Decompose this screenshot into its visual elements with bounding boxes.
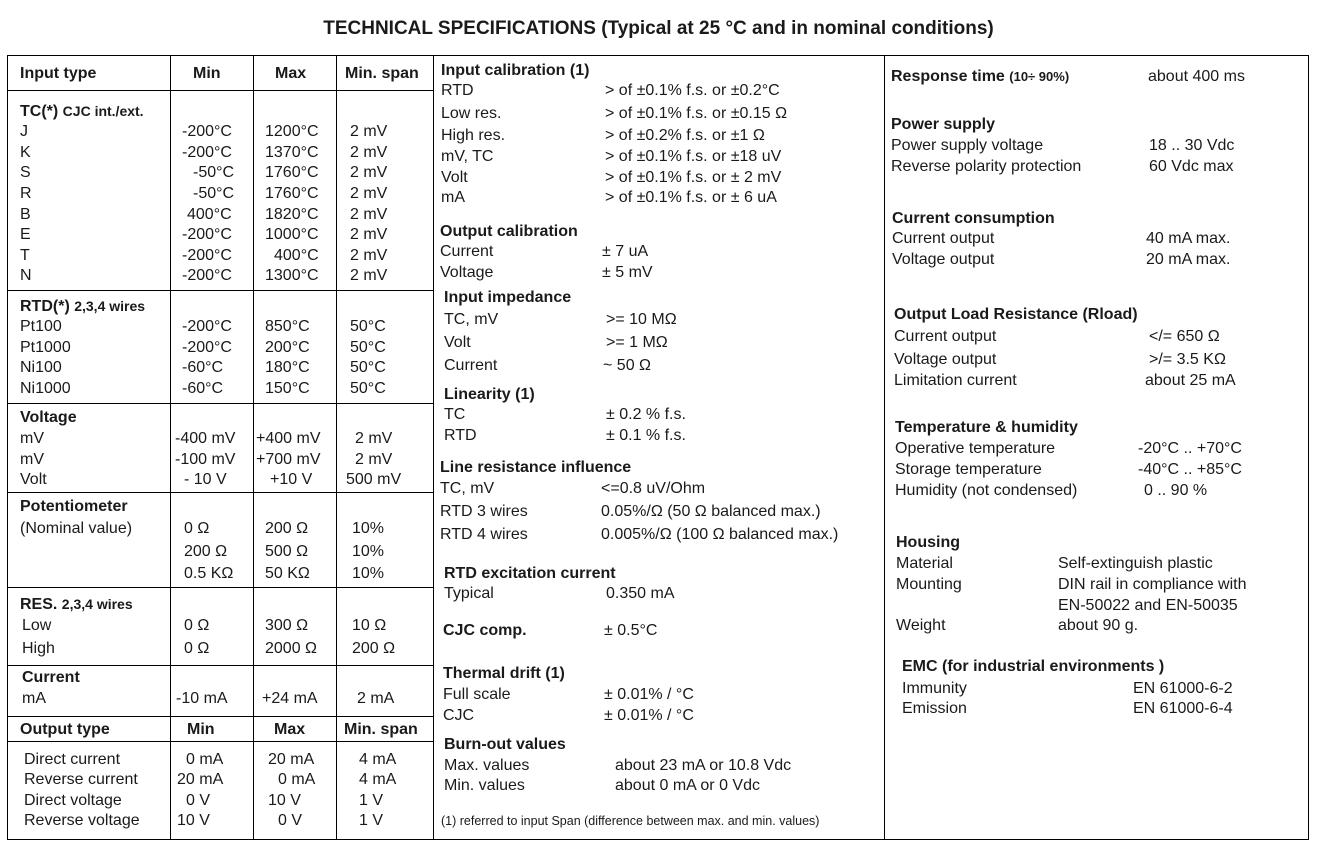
voltage-row-name: mV	[20, 451, 44, 468]
impedance-key: TC, mV	[444, 311, 499, 328]
tc-row-max: 1760°C	[265, 185, 319, 202]
impedance-value: >= 10 MΩ	[606, 311, 677, 328]
voltage-row-span: 2 mV	[355, 430, 393, 447]
tc-row-min: -200°C	[182, 123, 232, 140]
impedance-key: Volt	[444, 334, 471, 351]
voltage-row-span: 500 mV	[346, 471, 402, 488]
rtd-row-min: -200°C	[182, 318, 232, 335]
grid-hline	[7, 492, 433, 493]
page-title: TECHNICAL SPECIFICATIONS (Typical at 25 °C and in nominal conditions)	[323, 18, 994, 39]
thermal-key: CJC	[443, 707, 475, 724]
input-cal-key: RTD	[441, 82, 474, 99]
res-row-span: 10 Ω	[352, 617, 387, 634]
voltage-row-name: Volt	[20, 471, 47, 488]
rtd-row-span: 50°C	[350, 318, 386, 335]
consumption-key: Current output	[892, 230, 995, 247]
voltage-row-min: - 10 V	[184, 471, 227, 488]
column-divider-2	[884, 55, 885, 840]
input-cal-value: > of ±0.1% f.s. or ± 6 uA	[605, 189, 777, 206]
tc-row-name: R	[20, 185, 32, 202]
line-res-heading: Line resistance influence	[440, 459, 632, 476]
linearity-heading: Linearity (1)	[444, 386, 535, 403]
temp-value: 0 .. 90 %	[1144, 482, 1208, 499]
thermal-value: ± 0.01% / °C	[604, 707, 694, 724]
output-row-name: Direct voltage	[24, 792, 122, 809]
pot-sub: (Nominal value)	[20, 520, 133, 537]
tc-heading-label: TC(*)	[20, 103, 59, 120]
line-res-key: RTD 3 wires	[440, 503, 528, 520]
input-cal-key: High res.	[441, 127, 506, 144]
housing-mounting-value-2: EN-50022 and EN-50035	[1058, 597, 1238, 614]
power-value: 18 .. 30 Vdc	[1149, 137, 1235, 154]
output-row-min: 0 mA	[186, 751, 224, 768]
output-row-span: 1 V	[359, 812, 384, 829]
temp-value: -20°C .. +70°C	[1138, 440, 1242, 457]
tc-row-max: 1000°C	[265, 226, 319, 243]
voltage-heading: Voltage	[20, 409, 77, 426]
tc-row-span: 2 mV	[350, 267, 388, 284]
temp-key: Storage temperature	[895, 461, 1042, 478]
output-row-min: 20 mA	[177, 771, 224, 788]
power-heading: Power supply	[891, 116, 996, 133]
line-res-key: RTD 4 wires	[440, 526, 528, 543]
current-row-span: 2 mA	[357, 690, 395, 707]
rtd-heading	[20, 296, 145, 318]
pot-row-max: 500 Ω	[265, 543, 309, 560]
grid-hline	[7, 403, 433, 404]
impedance-heading: Input impedance	[444, 289, 572, 306]
load-value: </= 650 Ω	[1149, 328, 1220, 345]
tc-row-min: -200°C	[182, 144, 232, 161]
burnout-value: about 23 mA or 10.8 Vdc	[615, 757, 792, 774]
load-key: Limitation current	[894, 372, 1017, 389]
emc-key: Emission	[902, 700, 967, 717]
input-cal-value: > of ±0.1% f.s. or ±0.2°C	[605, 82, 780, 99]
housing-material-value: Self-extinguish plastic	[1058, 555, 1213, 572]
grid-vline	[336, 55, 337, 840]
grid-hline	[7, 290, 433, 291]
output-row-name: Reverse current	[24, 771, 138, 788]
res-row-min: 0 Ω	[184, 617, 210, 634]
voltage-row-max: +10 V	[270, 471, 313, 488]
res-heading	[20, 594, 133, 616]
current-row-name: mA	[22, 690, 46, 707]
housing-weight-value: about 90 g.	[1058, 617, 1139, 634]
output-row-min: 10 V	[177, 812, 210, 829]
rtd-row-min: -200°C	[182, 339, 232, 356]
rtd-row-max: 850°C	[265, 318, 310, 335]
tc-row-name: E	[20, 226, 31, 243]
rtd-row-name: Pt100	[20, 318, 62, 335]
housing-heading: Housing	[896, 534, 960, 551]
output-row-max: 0 V	[278, 812, 303, 829]
grid-hline	[7, 587, 433, 588]
temp-value: -40°C .. +85°C	[1138, 461, 1242, 478]
input-cal-key: Low res.	[441, 105, 502, 122]
linearity-key: RTD	[444, 427, 477, 444]
tc-heading	[20, 101, 144, 123]
res-row-min: 0 Ω	[184, 640, 210, 657]
res-row-max: 2000 Ω	[265, 640, 317, 657]
output-header-type: Output type	[20, 721, 110, 738]
tc-heading-sub: CJC int./ext.	[62, 103, 144, 119]
housing-mounting-value-1: DIN rail in compliance with	[1058, 576, 1247, 593]
power-key: Power supply voltage	[891, 137, 1044, 154]
response-heading-sub: (10÷ 90%)	[1009, 69, 1070, 84]
col-header-min-span: Min. span	[345, 65, 419, 82]
thermal-heading: Thermal drift (1)	[443, 665, 565, 682]
line-res-value: 0.005%/Ω (100 Ω balanced max.)	[601, 526, 839, 543]
grid-vline	[253, 55, 254, 840]
rtd-row-span: 50°C	[350, 359, 386, 376]
tc-row-min: -50°C	[193, 185, 235, 202]
emc-key: Immunity	[902, 680, 967, 697]
footnote: (1) referred to input Span (difference between max. and min. values)	[441, 814, 820, 828]
input-cal-key: mA	[441, 189, 465, 206]
current-heading: Current	[22, 669, 80, 686]
input-cal-key: mV, TC	[441, 148, 494, 165]
rtd-row-max: 180°C	[265, 359, 310, 376]
tc-row-min: -50°C	[193, 164, 235, 181]
tc-row-name: T	[20, 247, 30, 264]
output-row-max: 0 mA	[278, 771, 316, 788]
tc-row-span: 2 mV	[350, 144, 388, 161]
rtd-row-min: -60°C	[182, 380, 224, 397]
grid-vline	[170, 55, 171, 840]
line-res-key: TC, mV	[440, 480, 495, 497]
tc-row-max: 1300°C	[265, 267, 319, 284]
temp-heading: Temperature & humidity	[895, 419, 1078, 436]
output-row-min: 0 V	[186, 792, 211, 809]
tc-row-name: S	[20, 164, 31, 181]
load-value: about 25 mA	[1145, 372, 1236, 389]
rtd-heading-label: RTD(*)	[20, 298, 70, 315]
pot-row-min: 0.5 KΩ	[184, 565, 234, 582]
tc-row-min: -200°C	[182, 267, 232, 284]
temp-key: Humidity (not condensed)	[895, 482, 1078, 499]
output-row-max: 10 V	[268, 792, 301, 809]
tc-row-span: 2 mV	[350, 206, 388, 223]
linearity-value: ± 0.1 % f.s.	[606, 427, 686, 444]
tc-row-max: 1370°C	[265, 144, 319, 161]
burnout-value: about 0 mA or 0 Vdc	[615, 777, 760, 794]
rtd-exc-value: 0.350 mA	[606, 585, 675, 602]
burnout-key: Max. values	[444, 757, 530, 774]
res-row-name: High	[22, 640, 55, 657]
tc-row-max: 400°C	[274, 247, 319, 264]
impedance-key: Current	[444, 357, 498, 374]
output-cal-value: ± 5 mV	[602, 264, 653, 281]
rtd-row-span: 50°C	[350, 380, 386, 397]
tc-row-span: 2 mV	[350, 185, 388, 202]
load-value: >/= 3.5 KΩ	[1149, 351, 1226, 368]
tc-row-max: 1820°C	[265, 206, 319, 223]
pot-row-span: 10%	[352, 520, 385, 537]
burnout-heading: Burn-out values	[444, 736, 566, 753]
tc-row-name: K	[20, 144, 31, 161]
pot-row-max: 50 KΩ	[265, 565, 310, 582]
rtd-row-name: Pt1000	[20, 339, 71, 356]
output-row-name: Direct current	[24, 751, 121, 768]
tc-row-name: B	[20, 206, 31, 223]
pot-row-min: 200 Ω	[184, 543, 228, 560]
emc-value: EN 61000-6-2	[1133, 680, 1233, 697]
current-row-max: +24 mA	[262, 690, 318, 707]
grid-hline	[7, 716, 433, 717]
pot-heading: Potentiometer	[20, 498, 128, 515]
linearity-key: TC	[444, 406, 466, 423]
output-header-min-span: Min. span	[344, 721, 418, 738]
grid-hline	[7, 741, 433, 742]
output-cal-key: Voltage	[440, 264, 494, 281]
consumption-value: 20 mA max.	[1146, 251, 1231, 268]
tc-row-span: 2 mV	[350, 164, 388, 181]
housing-mounting-key: Mounting	[896, 576, 962, 593]
voltage-row-span: 2 mV	[355, 451, 393, 468]
output-row-span: 4 mA	[359, 751, 397, 768]
impedance-value: >= 1 MΩ	[606, 334, 668, 351]
output-row-span: 1 V	[359, 792, 384, 809]
rtd-row-max: 200°C	[265, 339, 310, 356]
power-value: 60 Vdc max	[1149, 158, 1234, 175]
output-cal-heading: Output calibration	[440, 223, 578, 240]
thermal-key: Full scale	[443, 686, 511, 703]
power-key: Reverse polarity protection	[891, 158, 1082, 175]
pot-row-min: 0 Ω	[184, 520, 210, 537]
input-cal-value: > of ±0.1% f.s. or ± 2 mV	[605, 169, 782, 186]
res-heading-label: RES.	[20, 596, 58, 613]
consumption-heading: Current consumption	[892, 210, 1055, 227]
tc-row-span: 2 mV	[350, 226, 388, 243]
response-value: about 400 ms	[1148, 68, 1245, 85]
rtd-row-min: -60°C	[182, 359, 224, 376]
grid-hline	[7, 90, 433, 91]
output-cal-key: Current	[440, 243, 494, 260]
voltage-row-max: +700 mV	[256, 451, 321, 468]
output-header-max: Max	[274, 721, 306, 738]
rtd-row-name: Ni100	[20, 359, 62, 376]
grid-hline	[7, 665, 433, 666]
impedance-value: ~ 50 Ω	[603, 357, 651, 374]
temp-key: Operative temperature	[895, 440, 1056, 457]
col-header-input-type: Input type	[20, 65, 97, 82]
line-res-value: 0.05%/Ω (50 Ω balanced max.)	[601, 503, 821, 520]
pot-row-span: 10%	[352, 565, 385, 582]
tc-row-min: 400°C	[187, 206, 232, 223]
output-header-min: Min	[187, 721, 215, 738]
voltage-row-min: -400 mV	[175, 430, 236, 447]
tc-row-span: 2 mV	[350, 123, 388, 140]
input-cal-value: > of ±0.1% f.s. or ±18 uV	[605, 148, 782, 165]
cjc-key: CJC comp.	[443, 622, 527, 639]
res-row-name: Low	[22, 617, 52, 634]
rtd-row-name: Ni1000	[20, 380, 71, 397]
response-heading-label: Response time	[891, 68, 1005, 85]
tc-row-max: 1200°C	[265, 123, 319, 140]
housing-material-key: Material	[896, 555, 953, 572]
emc-heading: EMC (for industrial environments )	[902, 658, 1165, 675]
current-row-min: -10 mA	[176, 690, 228, 707]
output-cal-value: ± 7 uA	[602, 243, 649, 260]
tc-row-span: 2 mV	[350, 247, 388, 264]
rtd-row-max: 150°C	[265, 380, 310, 397]
thermal-value: ± 0.01% / °C	[604, 686, 694, 703]
output-row-span: 4 mA	[359, 771, 397, 788]
consumption-key: Voltage output	[892, 251, 995, 268]
res-row-span: 200 Ω	[352, 640, 396, 657]
voltage-row-min: -100 mV	[175, 451, 236, 468]
res-heading-sub: 2,3,4 wires	[61, 596, 133, 612]
response-heading	[891, 67, 1069, 88]
voltage-row-max: +400 mV	[256, 430, 321, 447]
emc-value: EN 61000-6-4	[1133, 700, 1233, 717]
load-key: Voltage output	[894, 351, 997, 368]
line-res-value: <=0.8 uV/Ohm	[601, 480, 706, 497]
col-header-max: Max	[275, 65, 307, 82]
load-key: Current output	[894, 328, 997, 345]
res-row-max: 300 Ω	[265, 617, 309, 634]
tc-row-min: -200°C	[182, 247, 232, 264]
rtd-exc-key: Typical	[444, 585, 494, 602]
input-cal-heading: Input calibration (1)	[441, 62, 590, 79]
rtd-exc-heading: RTD excitation current	[444, 565, 616, 582]
rtd-heading-sub: 2,3,4 wires	[74, 298, 146, 314]
tc-row-max: 1760°C	[265, 164, 319, 181]
rtd-row-span: 50°C	[350, 339, 386, 356]
output-row-max: 20 mA	[268, 751, 315, 768]
voltage-row-name: mV	[20, 430, 44, 447]
pot-row-span: 10%	[352, 543, 385, 560]
output-row-name: Reverse voltage	[24, 812, 140, 829]
input-cal-value: > of ±0.2% f.s. or ±1 Ω	[605, 127, 765, 144]
linearity-value: ± 0.2 % f.s.	[606, 406, 686, 423]
column-divider-1	[433, 55, 434, 840]
burnout-key: Min. values	[444, 777, 525, 794]
input-cal-value: > of ±0.1% f.s. or ±0.15 Ω	[605, 105, 788, 122]
pot-row-max: 200 Ω	[265, 520, 309, 537]
load-heading: Output Load Resistance (Rload)	[894, 306, 1138, 323]
tc-row-name: N	[20, 267, 32, 284]
cjc-value: ± 0.5°C	[604, 622, 658, 639]
housing-weight-key: Weight	[896, 617, 946, 634]
tc-row-name: J	[20, 123, 28, 140]
consumption-value: 40 mA max.	[1146, 230, 1231, 247]
col-header-min: Min	[193, 65, 221, 82]
input-cal-key: Volt	[441, 169, 468, 186]
tc-row-min: -200°C	[182, 226, 232, 243]
